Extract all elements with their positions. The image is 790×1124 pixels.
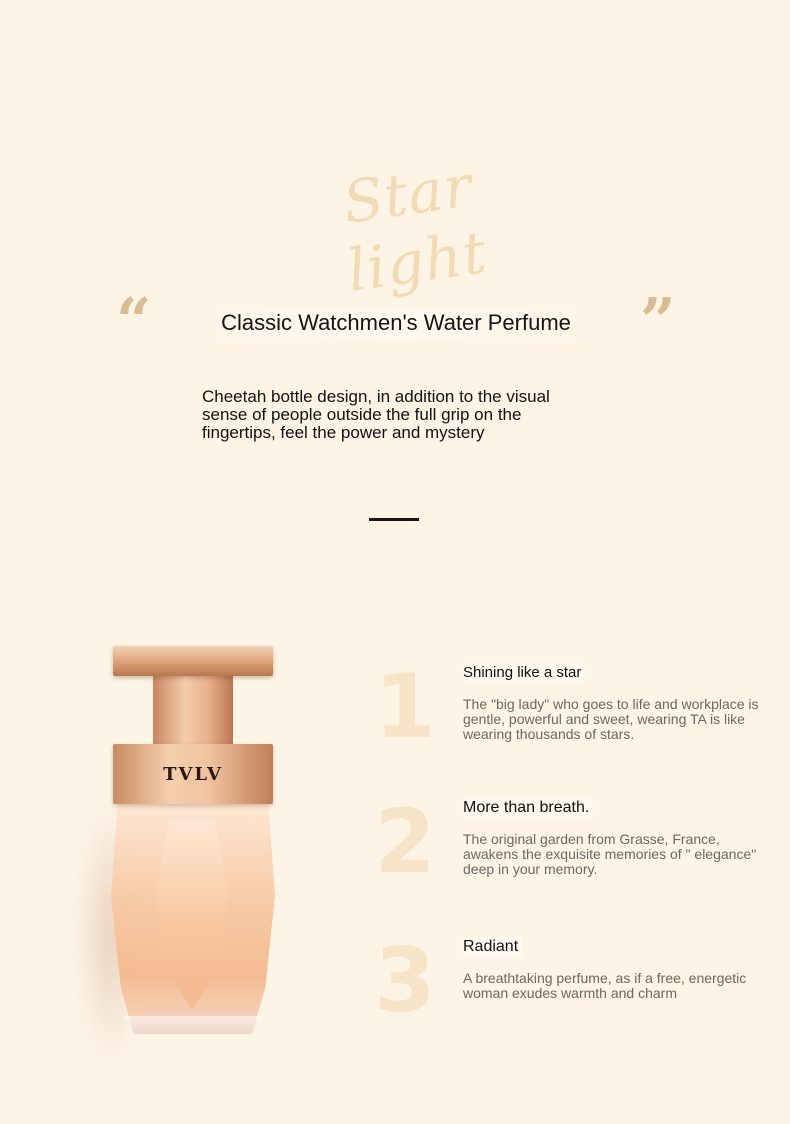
page-headline: Classic Watchmen's Water Perfume: [180, 308, 612, 342]
feature-title: More than breath.: [463, 798, 593, 819]
bottle-base: [123, 1016, 263, 1034]
feature-number: 1: [374, 655, 436, 758]
bottle-brand-label: TVLV: [163, 764, 223, 785]
bottle-cap-neck: [153, 672, 233, 748]
feature-title: Radiant: [463, 937, 522, 958]
open-quote-icon: “: [116, 284, 152, 357]
feature-text: The "big lady" who goes to life and workplace is gentle, powerful and sweet, wearing TA is like wearing thousands of stars.: [463, 696, 759, 742]
perfume-bottle-image: [95, 640, 285, 1060]
close-quote-icon: ”: [640, 284, 676, 357]
bottle-cap-top: [113, 646, 273, 676]
feature-number: 3: [374, 929, 436, 1032]
feature-text: A breathtaking perfume, as if a free, energetic woman exudes warmth and charm: [463, 970, 747, 1001]
section-divider: [369, 518, 419, 521]
feature-title: Shining like a star: [463, 663, 585, 683]
star-light-script-title: Star light: [338, 151, 492, 305]
feature-number: 2: [374, 790, 436, 893]
feature-text: The original garden from Grasse, France, awakens the exquisite memories of " elegance" deep in your memory.: [463, 831, 757, 877]
product-description: Cheetah bottle design, in addition to the visual sense of people outside the full grip on the fingertips, feel the power and mystery: [202, 387, 550, 442]
